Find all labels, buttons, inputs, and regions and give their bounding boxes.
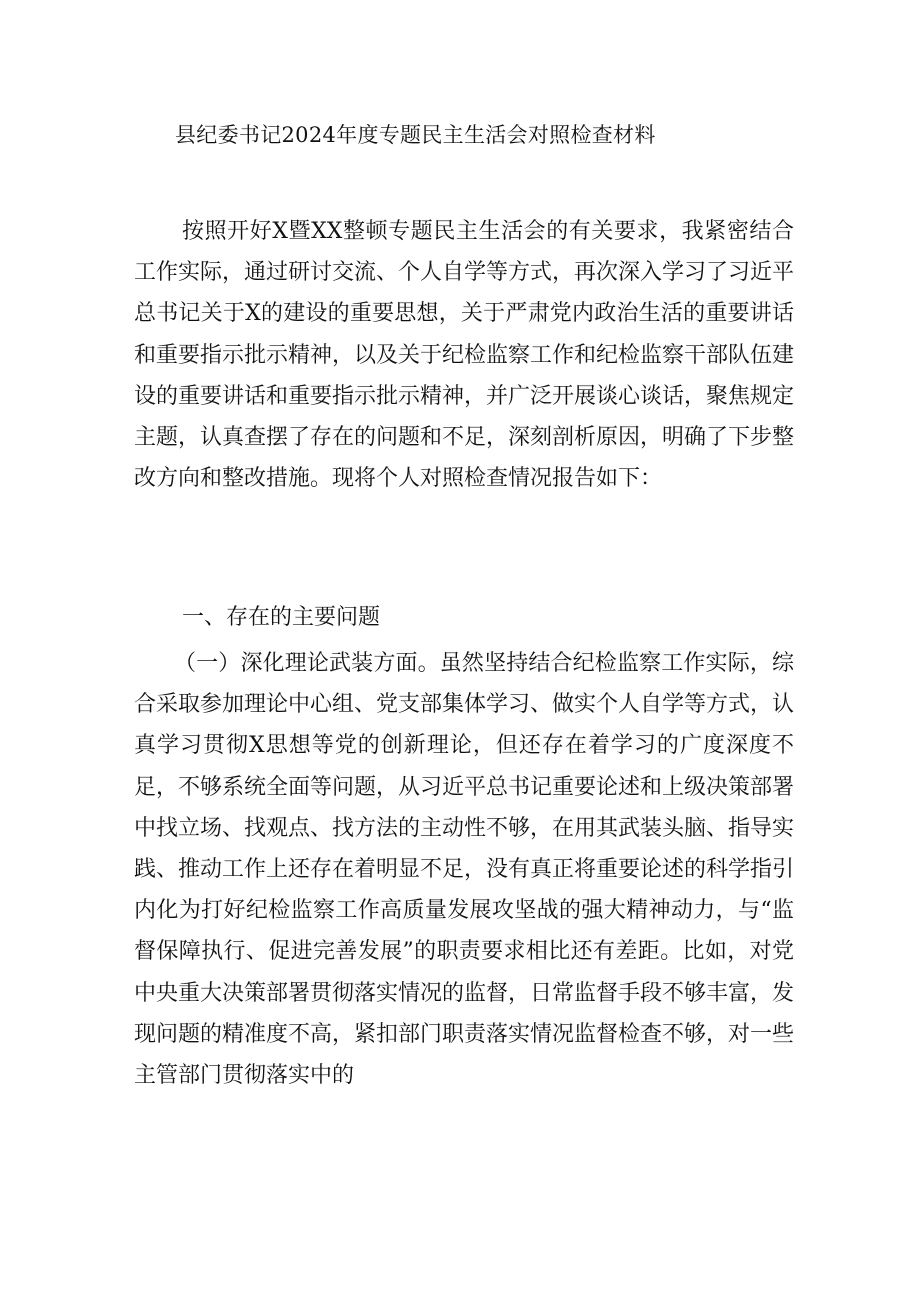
intro-paragraph: 按照开好X暨XX整顿专题民主生活会的有关要求，我紧密结合工作实际，通过研讨交流、个人自学等方式，再次深入学习了习近平总书记关于X的建设的重要思想，关于严肃党内政治生活的重要讲话和重要指示批示精神，以及关于纪检监察工作和纪检监察干部队伍建设的重要讲话和重要指示批示精神，并广泛开展谈心谈话，聚焦规定主题，认真查摆了存在的问题和不足，深刻剖析原因，明确了下步整改方向和整改措施。现将个人对照检查情况报告如下： (134, 219, 795, 492)
section-paragraph: （一）深化理论武装方面。虽然坚持结合纪检监察工作实际，综合采取参加理论中心组、党支部集体学习、做实个人自学等方式，认真学习贯彻X思想等党的创新理论，但还存在着学习的广度深度不足，不够系统全面等问题，从习近平总书记重要论述和上级决策部署中找立场、找观点、找方法的主动性不够，在用其武装头脑、指导实践、推动工作上还存在着明显不足，没有真正将重要论述的科学指引内化为打好纪检监察工作高质量发展攻坚战的强大精神动力，与“监督保障执行、促进完善发展”的职责要求相比还有差距。比如，对党中央重大决策部署贯彻落实情况的监督，日常监督手段不够丰富，发现问题的精准度不高，紧扣部门职责落实情况监督检查不够，对一些主管部门贯彻落实中的 (134, 651, 795, 1089)
section-heading: 一、存在的主要问题 (182, 605, 381, 630)
document-title: 县纪委书记2024年度专题民主生活会对照检查材料 (175, 123, 656, 147)
